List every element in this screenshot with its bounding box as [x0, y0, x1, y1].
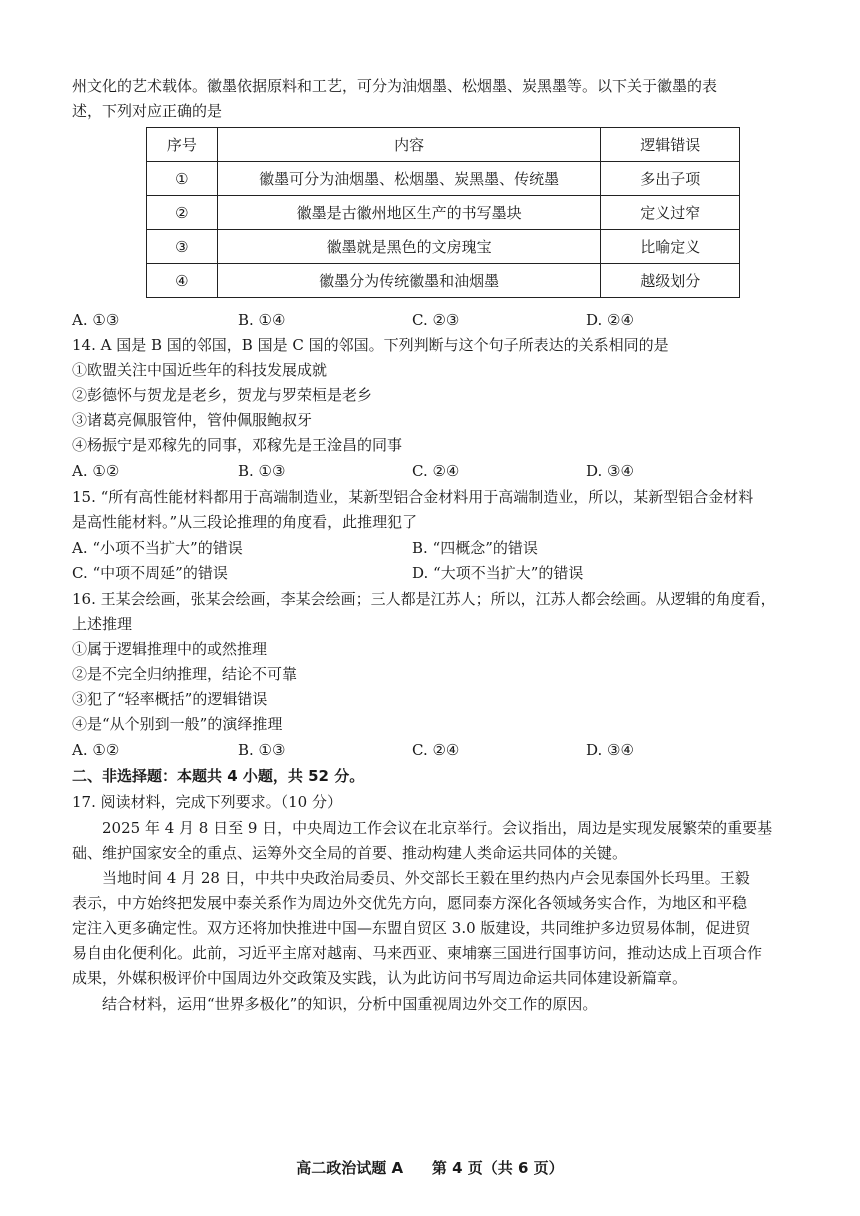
q14-option-c: C. ②④ [412, 462, 460, 480]
q14-item-2: ②彭德怀与贺龙是老乡，贺龙与罗荣桓是老乡 [72, 386, 373, 404]
q16-option-d: D. ③④ [586, 741, 634, 759]
table-header-row [147, 128, 740, 162]
q15-option-c: C. “中项不周延”的错误 [72, 564, 228, 582]
table-cell: 比喻定义 [601, 230, 740, 264]
table-header-index: 序号 [147, 128, 218, 162]
table-cell: 徽墨是古徽州地区生产的书写墨块 [217, 196, 601, 230]
table-row [147, 230, 740, 264]
q13-option-a: A. ①③ [72, 311, 120, 329]
q14-option-a: A. ①② [72, 462, 120, 480]
footer-page-number: 第 4 页（共 6 页） [431, 1159, 564, 1177]
q15-stem-line-1: 15. “所有高性能材料都用于高端制造业，某新型铝合金材料用于高端制造业，所以，某新型铝合金材料 [72, 488, 754, 506]
q17-para1-line-2: 础、维护国家安全的重点、运筹外交全局的首要、推动构建人类命运共同体的关键。 [72, 844, 628, 862]
q17-para2-line-2: 表示，中方始终把发展中泰关系作为周边外交优先方向，愿同泰方深化各领域务实合作，为地区和平稳 [72, 894, 748, 912]
table-cell: 定义过窄 [601, 196, 740, 230]
q15-option-d: D. “大项不当扩大”的错误 [412, 564, 584, 582]
table-header-error: 逻辑错误 [601, 128, 740, 162]
table-row [147, 264, 740, 298]
table-row [147, 196, 740, 230]
section-heading: 二、非选择题：本题共 4 小题，共 52 分。 [72, 767, 365, 785]
table-cell: ② [147, 196, 218, 230]
q17-para2-line-4: 易自由化便利化。此前，习近平主席对越南、马来西亚、柬埔寨三国进行国事访问，推动达成上百项合作 [72, 944, 763, 962]
intro-line-2: 述，下列对应正确的是 [72, 102, 223, 120]
q16-option-a: A. ①② [72, 741, 120, 759]
intro-line-1: 州文化的艺术载体。徽墨依据原料和工艺，可分为油烟墨、松烟墨、炭黑墨等。以下关于徽墨的表 [72, 77, 718, 95]
q17-para2-line-5: 成果，外媒积极评价中国周边外交政策及实践，认为此访问书写周边命运共同体建设新篇章。 [72, 969, 688, 987]
q16-option-b: B. ①③ [238, 741, 286, 759]
q17-task: 结合材料，运用“世界多极化”的知识，分析中国重视周边外交工作的原因。 [102, 995, 598, 1013]
table-header-content: 内容 [217, 128, 601, 162]
q14-item-4: ④杨振宁是邓稼先的同事，邓稼先是王淦昌的同事 [72, 436, 403, 454]
table-cell: ④ [147, 264, 218, 298]
table-cell: 徽墨分为传统徽墨和油烟墨 [217, 264, 601, 298]
q16-option-c: C. ②④ [412, 741, 460, 759]
table-cell: ① [147, 162, 218, 196]
q15-option-b: B. “四概念”的错误 [412, 539, 538, 557]
q16-item-3: ③犯了“轻率概括”的逻辑错误 [72, 690, 268, 708]
page-footer [0, 1157, 860, 1178]
table-cell: 徽墨可分为油烟墨、松烟墨、炭黑墨、传统墨 [217, 162, 601, 196]
q16-item-4: ④是“从个别到一般”的演绎推理 [72, 715, 283, 733]
q17-stem: 17. 阅读材料，完成下列要求。（10 分） [72, 793, 342, 811]
q14-item-1: ①欧盟关注中国近些年的科技发展成就 [72, 361, 328, 379]
q13-option-b: B. ①④ [238, 311, 286, 329]
logic-error-table [146, 127, 740, 298]
table-cell: 多出子项 [601, 162, 740, 196]
table-cell: 越级划分 [601, 264, 740, 298]
q16-stem-line-1: 16. 王某会绘画，张某会绘画，李某会绘画；三人都是江苏人；所以，江苏人都会绘画。从逻辑的角度看， [72, 590, 776, 608]
q16-stem-line-2: 上述推理 [72, 615, 133, 633]
q17-para2-line-3: 定注入更多确定性。双方还将加快推进中国—东盟自贸区 3.0 版建设，共同维护多边贸易体制，促进贸 [72, 919, 751, 937]
q14-option-b: B. ①③ [238, 462, 286, 480]
table-cell: 徽墨就是黑色的文房瑰宝 [217, 230, 601, 264]
q14-option-d: D. ③④ [586, 462, 634, 480]
q17-para1-line-1: 2025 年 4 月 8 日至 9 日，中央周边工作会议在北京举行。会议指出，周边是实现发展繁荣的重要基 [102, 819, 773, 837]
q17-para2-line-1: 当地时间 4 月 28 日，中共中央政治局委员、外交部长王毅在里约热内卢会见泰国外长玛里。王毅 [102, 869, 750, 887]
q14-item-3: ③诸葛亮佩服管仲，管仲佩服鲍叔牙 [72, 411, 313, 429]
table-cell: ③ [147, 230, 218, 264]
footer-title: 高二政治试题 A [296, 1159, 404, 1177]
q14-stem: 14. A 国是 B 国的邻国，B 国是 C 国的邻国。下列判断与这个句子所表达的关系相同的是 [72, 336, 669, 354]
q15-option-a: A. “小项不当扩大”的错误 [72, 539, 243, 557]
q13-option-c: C. ②③ [412, 311, 460, 329]
table-row [147, 162, 740, 196]
q15-stem-line-2: 是高性能材料。”从三段论推理的角度看，此推理犯了 [72, 513, 418, 531]
q16-item-2: ②是不完全归纳推理，结论不可靠 [72, 665, 298, 683]
q16-item-1: ①属于逻辑推理中的或然推理 [72, 640, 268, 658]
q13-option-d: D. ②④ [586, 311, 634, 329]
